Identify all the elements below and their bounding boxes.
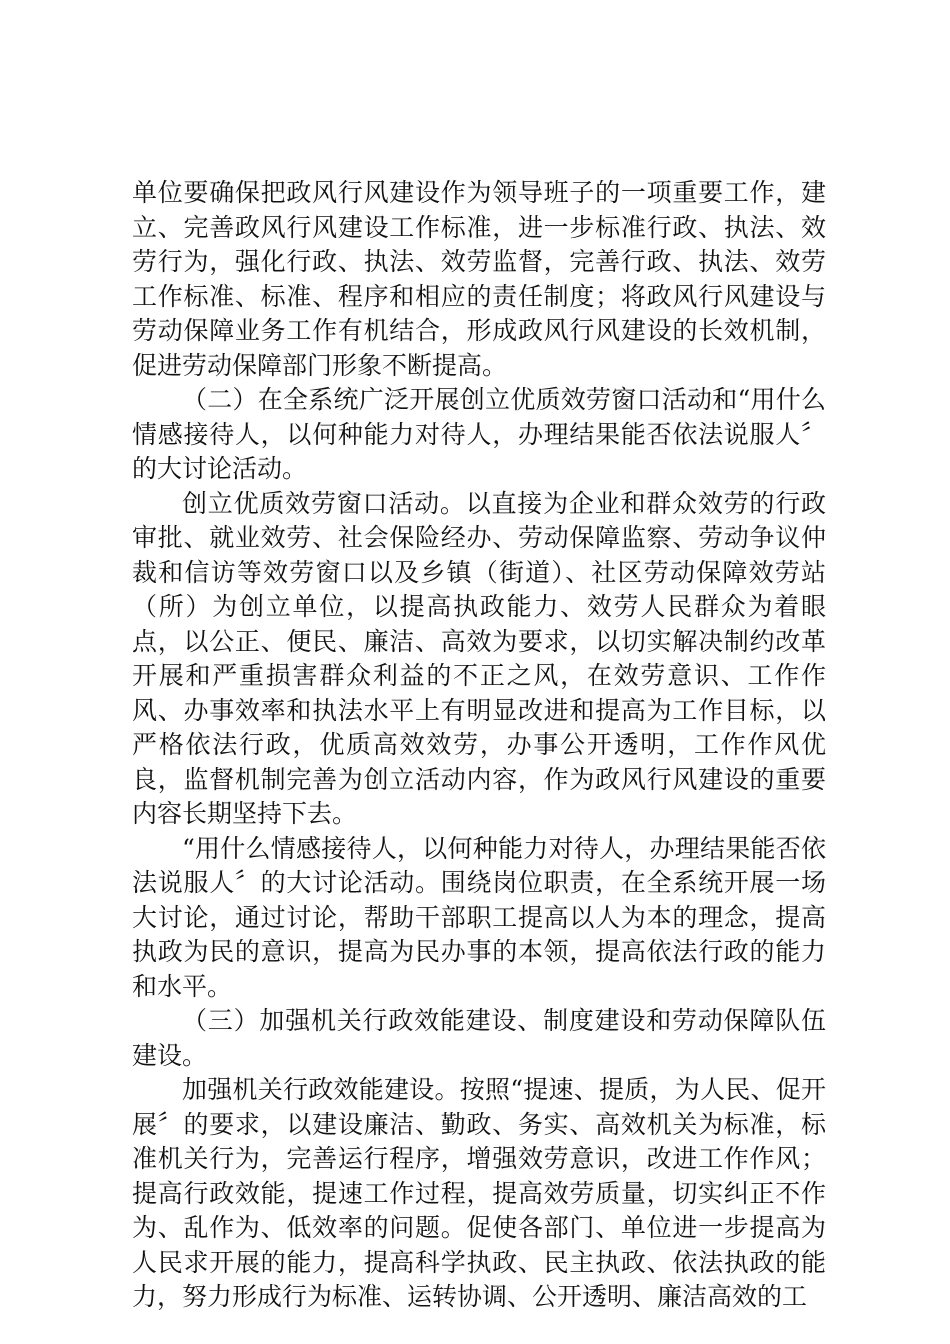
paragraph-window-activity: 创立优质效劳窗口活动。以直接为企业和群众效劳的行政审批、就业效劳、社会保险经办、劳动保障监察、劳动争议仲裁和信访等效劳窗口以及乡镇（街道）、社区劳动保障效劳站（所）为创立单位，以提高执政能力、效劳人民群众为着眼点，以公正、便民、廉洁、高效为要求，以切实解决制约改革开展和严重损害群众利益的不正之风，在效劳意识、工作作风、办事效率和执法水平上有明显改进和提高为工作目标，以严格依法行政，优质高效效劳，办事公开透明，工作作风优良，监督机制完善为创立活动内容，作为政风行风建设的重要内容长期坚持下去。: [132, 488, 826, 828]
paragraph-efficiency: 加强机关行政效能建设。按照“提速、提质，为人民、促开展〞的要求，以建设廉洁、勤政、务实、高效机关为标准，标准机关行为，完善运行程序，增强效劳意识，改进工作作风；提高行政效能，提速工作过程，提高效劳质量，切实纠正不作为、乱作为、低效率的问题。促使各部门、单位进一步提高为人民求开展的能力，提高科学执政、民主执政、依法执政的能力，努力形成行为标准、运转协调、公开透明、廉洁高效的工: [132, 1075, 826, 1311]
paragraph-continuation: 单位要确保把政风行风建设作为领导班子的一项重要工作，建立、完善政风行风建设工作标准，进一步标准行政、执法、效劳行为，强化行政、执法、效劳监督，完善行政、执法、效劳工作标准、标准、程序和相应的责任制度；将政风行风建设与劳动保障业务工作有机结合，形成政风行风建设的长效机制，促进劳动保障部门形象不断提高。: [132, 178, 826, 380]
paragraph-discussion-activity: “用什么情感接待人，以何种能力对待人，办理结果能否依法说服人〞的大讨论活动。围绕岗位职责，在全系统开展一场大讨论，通过讨论，帮助干部职工提高以人为本的理念，提高执政为民的意识，提高为民办事的本领，提高依法行政的能力和水平。: [132, 833, 826, 1001]
paragraph-heading-3: （三）加强机关行政效能建设、制度建设和劳动保障队伍建设。: [132, 1006, 826, 1070]
document-body: [132, 176, 826, 1315]
paragraph-heading-2: （二）在全系统广泛开展创立优质效劳窗口活动和“用什么情感接待人，以何种能力对待人，办理结果能否依法说服人〞的大讨论活动。: [132, 385, 826, 483]
